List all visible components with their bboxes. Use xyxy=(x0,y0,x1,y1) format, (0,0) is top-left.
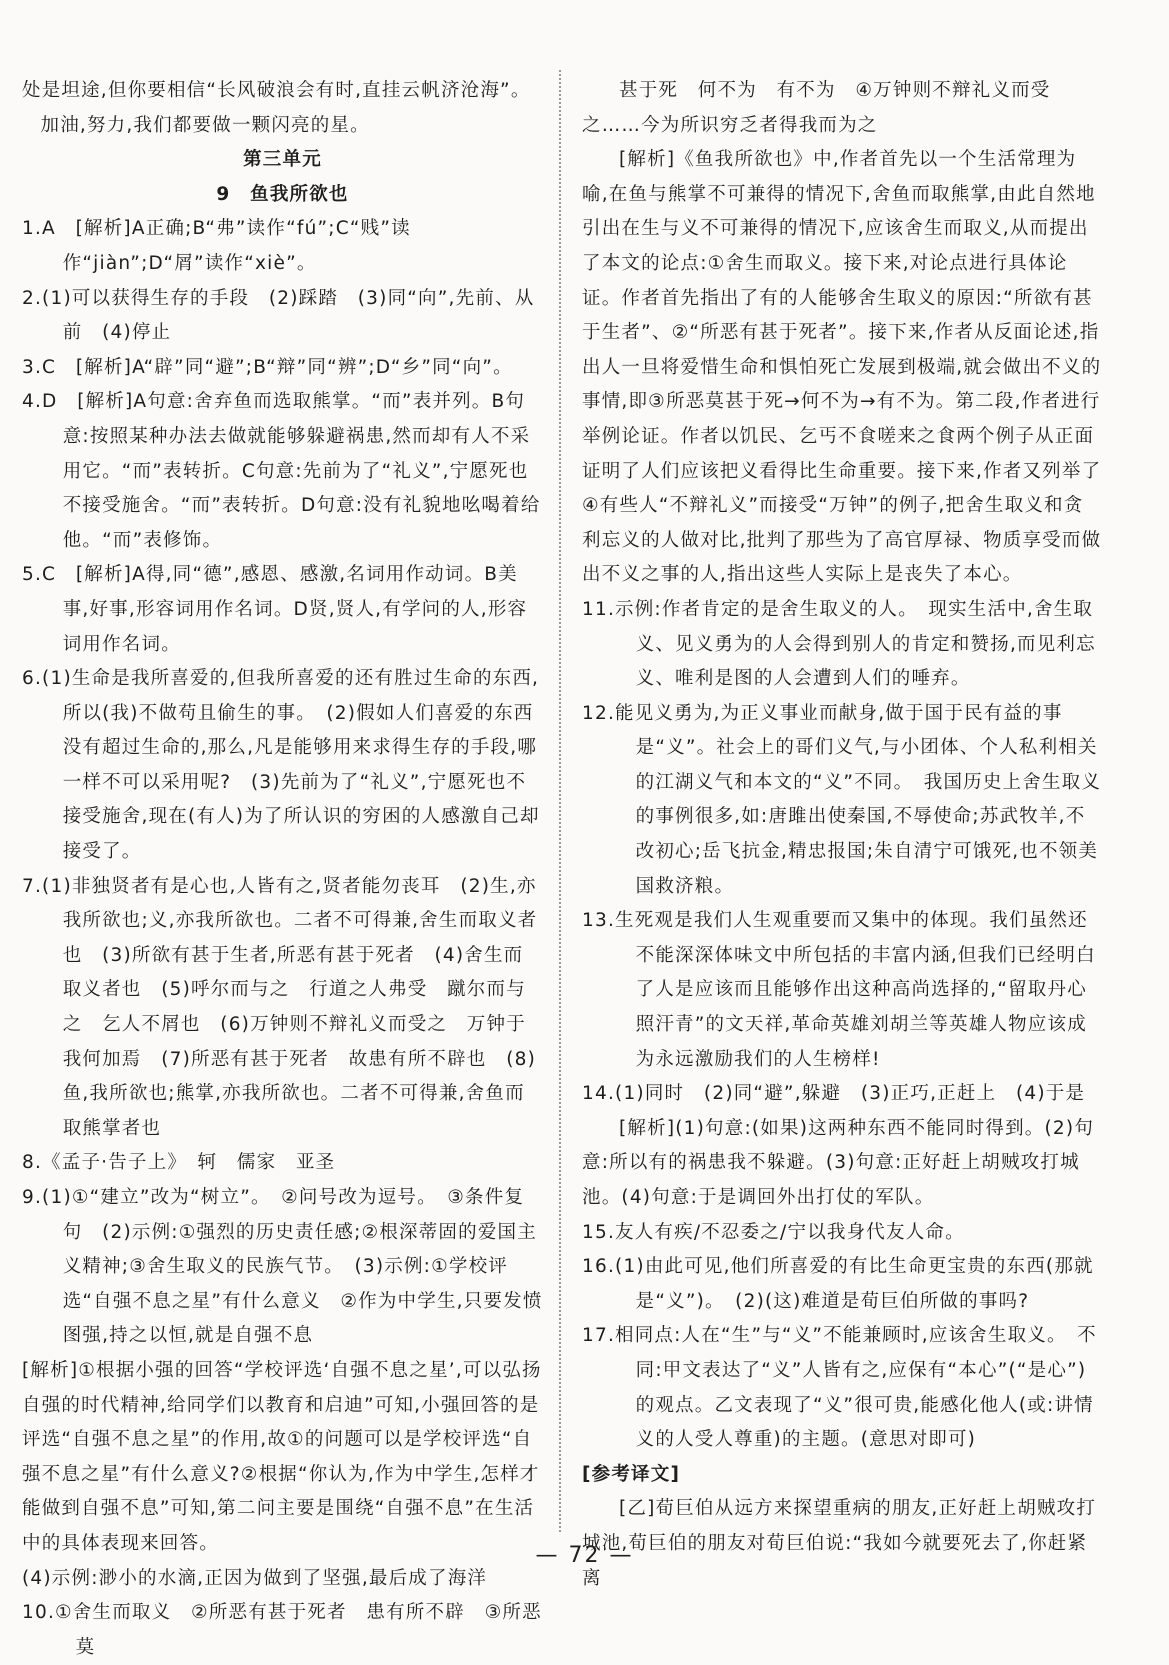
answer-13: 13.生死观是我们人生观重要而又集中的体现。我们虽然还不能深深体味文中所包括的丰富内涵,但我们已经明白了人是应该而且能够作出这种高尚选择的,“留取丹心照汗青”的文天祥,革命英雄刘胡兰等英雄人物应该成为永远激励我们的人生榜样! xyxy=(582,910,1096,1070)
answer-14: 14.(1)同时 (2)同“避”,躲避 (3)正巧,正赶上 (4)于是 xyxy=(582,1083,1086,1105)
reference-translation-text: [乙]荀巨伯从远方来探望重病的朋友,正好赶上胡贼攻打城池,荀巨伯的朋友对荀巨伯说:“我如今就要死去了,你赶紧离 xyxy=(582,1498,1097,1589)
answer-16: 16.(1)由此可见,他们所喜爱的有比生命更宝贵的东西(那就是“义”)。 (2)(这)难道是荀巨伯所做的事吗? xyxy=(582,1256,1094,1312)
answer-6: 6.(1)生命是我所喜爱的,但我所喜爱的还有胜过生命的东西,所以(我)不做苟且偷生的事。 (2)假如人们喜爱的东西没有超过生命的,那么,凡是能够用来求得生存的手段,哪一样不可以采用呢? (3)先前为了“礼义”,宁愿死也不接受施舍,现在(有人)为了所认识的穷困的人感激自己却接受了。 xyxy=(22,668,540,863)
lesson-title: 9 鱼我所欲也 xyxy=(216,183,349,205)
answer-9-analysis: [解析]①根据小强的回答“学校评选‘自强不息之星’,可以弘扬自强的时代精神,给同学们以教育和启迪”可知,小强回答的是评选“自强不息之星”的作用,故①的问题可以是学校评选“自强不息之星”有什么意义?②根据“你认为,作为中学生,怎样才能做到自强不息”可知,第二问主要是围绕“自强不息”在生活中的具体表现来回答。 xyxy=(22,1359,542,1554)
reference-translation-title: [参考译文] xyxy=(582,1463,681,1485)
answer-5: 5.C [解析]A得,同“德”,感恩、感激,名词用作动词。B美事,好事,形容词用作名词。D贤,贤人,有学问的人,形容词用作名词。 xyxy=(22,564,528,655)
intro-line-2: 加油,努力,我们都要做一颗闪亮的星。 xyxy=(40,114,370,136)
unit-title: 第三单元 xyxy=(243,149,322,171)
left-column xyxy=(22,74,543,1665)
answer-10-start: 10.①舍生而取义 ②所恶有甚于死者 患有所不辟 ③所恶莫 xyxy=(22,1602,542,1658)
answer-8: 8.《孟子·告子上》 轲 儒家 亚圣 xyxy=(22,1152,336,1174)
intro-line-1: 处是坦途,但你要相信“长风破浪会有时,直挂云帆济沧海”。 xyxy=(22,80,531,101)
answer-1: 1.A [解析]A正确;B“弗”读作“fú”;C“贱”读作“jiàn”;D“屑”读作“xiè”。 xyxy=(22,218,411,274)
answer-15: 15.友人有疾/不忍委之/宁以我身代友人命。 xyxy=(582,1221,965,1243)
answer-2: 2.(1)可以获得生存的手段 (2)踩踏 (3)同“向”,先前、从前 (4)停止 xyxy=(22,287,535,344)
answer-10-analysis: [解析]《鱼我所欲也》中,作者首先以一个生活常理为喻,在鱼与熊掌不可兼得的情况下,舍鱼而取熊掌,由此自然地引出在生与义不可兼得的情况下,应该舍生而取义,从而提出了本文的论点:①舍生而取义。接下来,对论点进行具体论证。作者首先指出了有的人能够舍生取义的原因:“所欲有甚于生者”、②“所恶有甚于死者”。接下来,作者从反面论述,指出人一旦将爱惜生命和惧怕死亡发展到极端,就会做出不义的事情,即③所恶莫甚于死→何不为→有不为。第二段,作者进行举例论证。作者以饥民、乞丐不食嗟来之食两个例子从正面证明了人们应该把义看得比生命重要。接下来,作者又列举了④有些人“不辩礼义”而接受“万钟”的例子,把舍生取义和贪利忘义的人做对比,批判了那些为了高官厚禄、物质享受而做出不义之事的人,指出这些人实际上是丧失了本心。 xyxy=(582,149,1102,586)
column-divider xyxy=(559,70,561,1532)
answer-9-part-4: (4)示例:渺小的水滴,正因为做到了坚强,最后成了海洋 xyxy=(22,1567,488,1589)
answer-3: 3.C [解析]A“辟”同“避”;B“辩”同“辨”;D“乡”同“向”。 xyxy=(22,356,513,378)
right-column xyxy=(582,74,1102,1596)
answer-10-continued: 甚于死 何不为 有不为 ④万钟则不辩礼义而受之……今为所识穷乏者得我而为之 xyxy=(582,80,1051,136)
answer-9: 9.(1)①“建立”改为“树立”。 ②问号改为逗号。 ③条件复句 (2)示例:①强烈的历史责任感;②根深蒂固的爱国主义精神;③舍生取义的民族气节。 (3)示例:①学校评选“自强不息之星”有什么意义 ②作为中学生,只要发愤图强,持之以恒,就是自强不息 xyxy=(22,1187,543,1347)
page-number: — 72 — xyxy=(535,1543,634,1568)
answer-14-analysis: [解析](1)句意:(如果)这两种东西不能同时得到。(2)句意:所以有的祸患我不躲避。(3)句意:正好赶上胡贼攻打城池。(4)句意:于是调回外出打仗的军队。 xyxy=(582,1117,1095,1208)
answer-4: 4.D [解析]A句意:舍弃鱼而选取熊掌。“而”表并列。B句意:按照某种办法去做就能够躲避祸患,然而却有人不采用它。“而”表转折。C句意:先前为了“礼义”,宁愿死也不接受施舍。“而”表转折。D句意:没有礼貌地吆喝着给他。“而”表修饰。 xyxy=(22,391,541,551)
answer-17: 17.相同点:人在“生”与“义”不能兼顾时,应该舍生取义。 不同:甲文表达了“义”人皆有之,应保有“本心”(“是心”)的观点。乙文表现了“义”很可贵,能感化他人(或:讲情义的人受人尊重)的主题。(意思对即可) xyxy=(582,1325,1097,1451)
answer-12: 12.能见义勇为,为正义事业而献身,做于国于民有益的事是“义”。社会上的哥们义气,与小团体、个人私利相关的江湖义气和本文的“义”不同。 我国历史上舍生取义的事例很多,如:唐雎出使秦国,不辱使命;苏武牧羊,不改初心;岳飞抗金,精忠报国;朱自清宁可饿死,也不领美国救济粮。 xyxy=(582,702,1102,897)
answer-7: 7.(1)非独贤者有是心也,人皆有之,贤者能勿丧耳 (2)生,亦我所欲也;义,亦我所欲也。二者不可得兼,舍生而取义者也 (3)所欲有甚于生者,所恶有甚于死者 (4)舍生而取义者也 (5)呼尔而与之 行道之人弗受 蹴尔而与之 乞人不屑也 (6)万钟则不辩礼义而受之 万钟于我何加焉 (7)所恶有甚于死者 故患有所不辟也 (8)鱼,我所欲也;熊掌,亦我所欲也。二者不可得兼,舍鱼而取熊掌者也 xyxy=(22,875,538,1139)
answer-11: 11.示例:作者肯定的是舍生取义的人。 现实生活中,舍生取义、见义勇为的人会得到别人的肯定和赞扬,而见利忘义、唯利是图的人会遭到人们的唾弃。 xyxy=(582,598,1096,690)
